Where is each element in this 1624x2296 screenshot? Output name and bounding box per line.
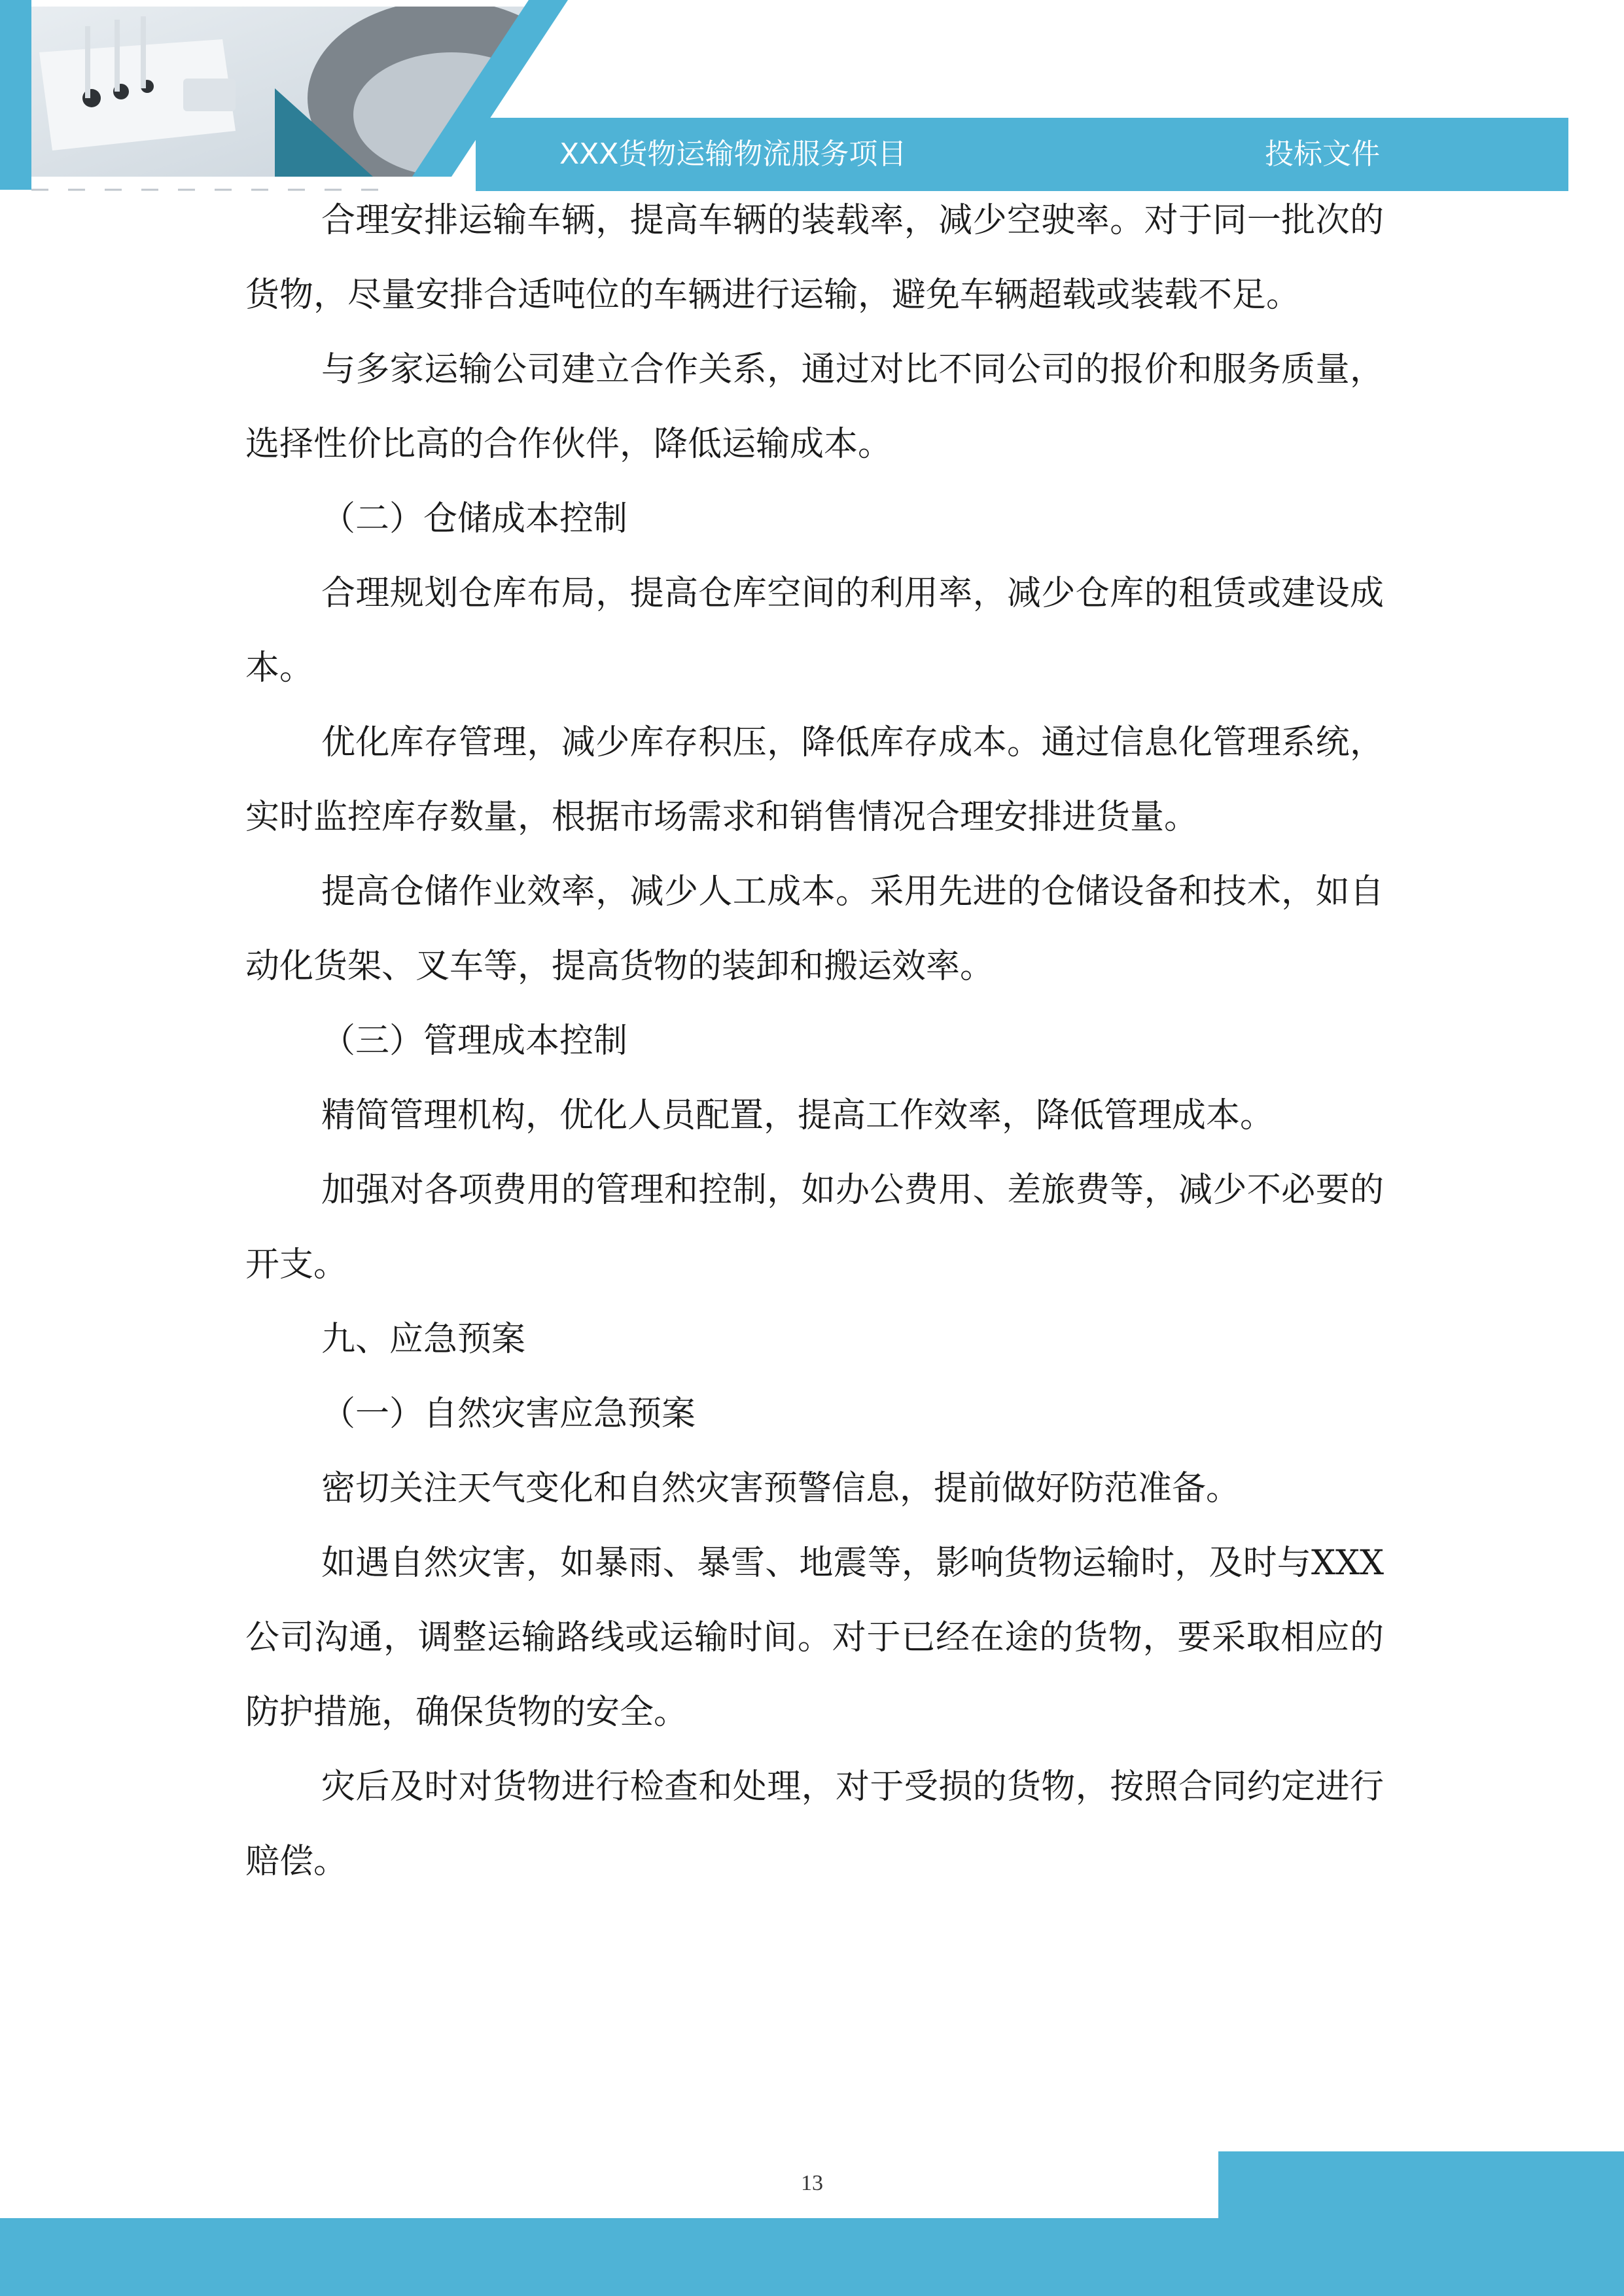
page-number: 13 [801, 2171, 823, 2195]
heading-emergency-plan: 九、应急预案 [321, 1320, 526, 1359]
paragraph-warehouse-layout: 合理规划仓库布局，提高仓库空间的利用率，减少仓库的租赁或建设成本。 [245, 574, 1384, 688]
footer-accent-block [1218, 2151, 1624, 2218]
paragraph-disaster-response: 如遇自然灾害，如暴雨、暴雪、地震等，影响货物运输时，及时与XXX公司沟通，调整运输路线或运输时间。对于已经在途的货物，要采取相应的防护措施，确保货物的安全。 [245, 1544, 1384, 1732]
paragraph-post-disaster: 灾后及时对货物进行检查和处理，对于受损的货物，按照合同约定进行赔偿。 [245, 1767, 1384, 1881]
header-project-title: XXX货物运输物流服务项目 [559, 137, 907, 171]
header-doc-type: 投标文件 [1265, 137, 1380, 171]
paragraph-carrier-partners: 与多家运输公司建立合作关系，通过对比不同公司的报价和服务质量，选择性价比高的合作伙伴，降低运输成本。 [245, 350, 1384, 464]
paragraph-vehicle-loading: 合理安排运输车辆，提高车辆的装载率，减少空驶率。对于同一批次的货物，尽量安排合适吨位的车辆进行运输，避免车辆超载或装载不足。 [245, 201, 1384, 315]
heading-management-cost: （三）管理成本控制 [321, 1021, 628, 1061]
paragraph-weather-monitoring: 密切关注天气变化和自然灾害预警信息，提前做好防范准备。 [321, 1469, 1241, 1508]
paragraph-streamline-management: 精简管理机构，优化人员配置，提高工作效率，降低管理成本。 [321, 1096, 1275, 1135]
paragraph-expense-control: 加强对各项费用的管理和控制，如办公费用、差旅费等，减少不必要的开支。 [245, 1171, 1384, 1284]
paragraph-storage-efficiency: 提高仓储作业效率，减少人工成本。采用先进的仓储设备和技术，如自动化货架、叉车等，提高货物的装卸和搬运效率。 [245, 872, 1384, 986]
heading-storage-cost: （二）仓储成本控制 [321, 499, 628, 539]
paragraph-inventory-management: 优化库存管理，减少库存积压，降低库存成本。通过信息化管理系统，实时监控库存数量，根据市场需求和销售情况合理安排进货量。 [245, 723, 1384, 837]
heading-natural-disaster-plan: （一）自然灾害应急预案 [321, 1394, 696, 1434]
page-body [245, 183, 1384, 1899]
footer-bar [0, 2218, 1624, 2296]
